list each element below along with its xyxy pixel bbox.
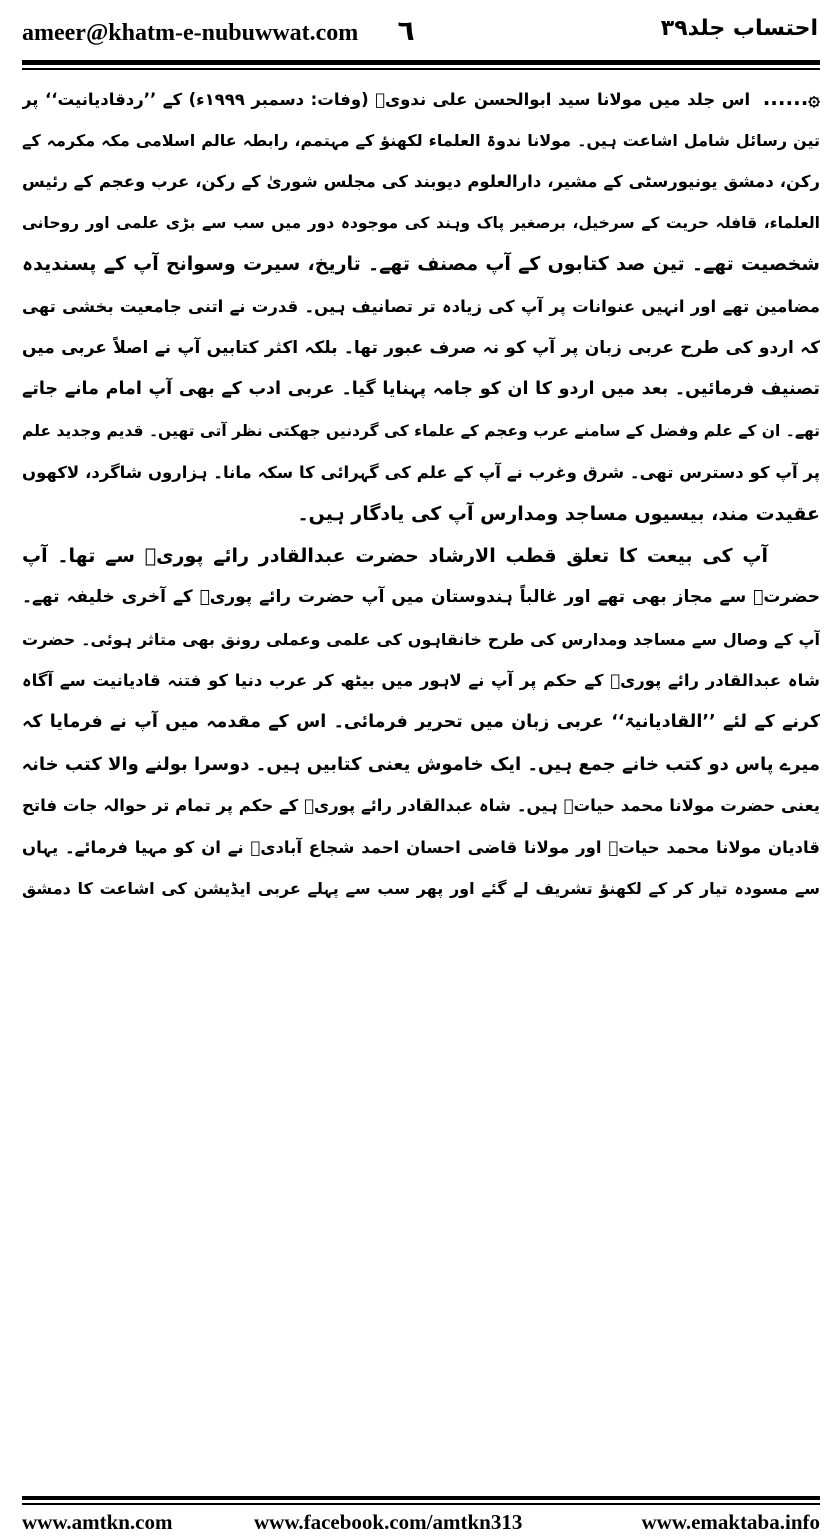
text-line: شاہ عبدالقادر رائے پوریؒ کے حکم پر آپ نے لاہور میں بیٹھ کر عرب دنیا کو فتنہ قادیانیت سے آگاہ [22, 671, 820, 691]
text-line [22, 78, 820, 120]
page-number: ٦ [397, 14, 415, 47]
footer-site-link[interactable]: www.amtkn.com [22, 1510, 173, 1534]
page-header [0, 0, 840, 66]
text-line: تھے۔ ان کے علم وفضل کے سامنے عرب وعجم کے علماء کی گردنیں جھکتی نظر آتی تھیں۔ قدیم وجدید علم [22, 421, 820, 440]
text-line: عقیدت مند، بیسیوں مساجد ومدارس آپ کی یادگار ہیں۔ [297, 502, 820, 525]
header-rule-thin [22, 68, 820, 70]
text-line: شخصیت تھے۔ تین صد کتابوں کے آپ مصنف تھے۔ تاریخ، سیرت وسوانح آپ کے پسندیدہ [22, 253, 820, 276]
text-line: سے مسودہ تیار کر کے لکھنؤ تشریف لے گئے اور پھر سب سے پہلے عربی ایڈیشن کی اشاعت کا دمشق [22, 879, 820, 899]
text-line: حضرتؒ سے مجاز بھی تھے اور غالباً ہندوستان میں آپ حضرت رائے پوریؒ کے آخری خلیفہ تھے۔ [22, 587, 820, 608]
page-footer [22, 1507, 820, 1537]
text-line: رکن، دمشق یونیورسٹی کے مشیر، دارالعلوم دیوبند کی مجلس شوریٰ کے رکن، عرب وعجم کے رئیس [22, 172, 820, 192]
text-line: میرے پاس دو کتب خانے جمع ہیں۔ ایک خاموش یعنی کتابیں ہیں۔ دوسرا بولنے والا کتب خانہ [22, 753, 820, 775]
footer-rule-thin [22, 1503, 820, 1505]
text-line: آپ کے وصال سے مساجد ومدارس کی طرح خانقاہوں کی علمی وعملی رونق بھی متاثر ہوئی۔ حضرت [22, 629, 820, 649]
footer-facebook-link[interactable]: www.facebook.com/amtkn313 [254, 1510, 523, 1534]
text-line: العلماء، قافلہ حریت کے سرخیل، برصغیر پاک وہند کی موجودہ دور میں سب سے بڑی علمی اور روحانی [22, 213, 820, 232]
ornament-bullet: ۞...... [762, 86, 820, 110]
text-line: تصنیف فرمائیں۔ بعد میں اردو کا ان کو جامہ پہنایا گیا۔ عربی ادب کے بھی آپ امام مانے جاتے [22, 379, 820, 400]
text-line: کرنے کے لئے ’’القادیانیۃ‘‘ عربی زبان میں تحریر فرمائی۔ اس کے مقدمہ میں آپ نے فرمایا کہ [22, 711, 820, 732]
header-rule-thick [22, 60, 820, 65]
text-line: پر آپ کو دسترس تھی۔ شرق وغرب نے آپ کے علم کی گہرائی کا سکہ مانا۔ ہزاروں شاگرد، لاکھوں [22, 463, 820, 483]
text-line: قادیان مولانا محمد حیاتؒ اور مولانا قاضی احسان احمد شجاع آبادیؒ نے ان کو مہیا فرمائے۔ یہاں [22, 837, 820, 857]
book-title: احتساب جلد۳۹ [660, 16, 818, 41]
line-text: اس جلد میں مولانا سید ابوالحسن علی ندویؒ (وفات: دسمبر ۱۹۹۹ء) کے ’’ردقادیانیت‘‘ پر [22, 90, 751, 109]
text-line: مضامین تھے اور انہیں عنوانات پر آپ کی زیادہ تر تصانیف ہیں۔ قدرت نے اتنی جامعیت بخشی تھی [22, 296, 820, 316]
text-line: آپ کی بیعت کا تعلق قطب الارشاد حضرت عبدالقادر رائے پوریؒ سے تھا۔ آپ [22, 544, 768, 567]
text-line: یعنی حضرت مولانا محمد حیاتؒ ہیں۔ شاہ عبدالقادر رائے پوریؒ کے حکم پر تمام تر حوالہ جات فاتح [22, 796, 820, 816]
page-body [22, 78, 820, 1486]
text-line: کہ اردو کی طرح عربی زبان پر آپ کو نہ صرف عبور تھا۔ بلکہ اکثر کتابیں آپ نے اصلاً عربی میں [22, 337, 820, 358]
footer-rule-thick [22, 1496, 820, 1500]
text-line: تین رسائل شامل اشاعت ہیں۔ مولانا ندوۃ العلماء لکھنؤ کے مہتمم، رابطہ عالم اسلامی مکہ مکرمہ کے [22, 130, 820, 150]
footer-library-link[interactable]: www.emaktaba.info [641, 1510, 820, 1534]
header-email[interactable]: ameer@khatm-e-nubuwwat.com [22, 20, 359, 46]
